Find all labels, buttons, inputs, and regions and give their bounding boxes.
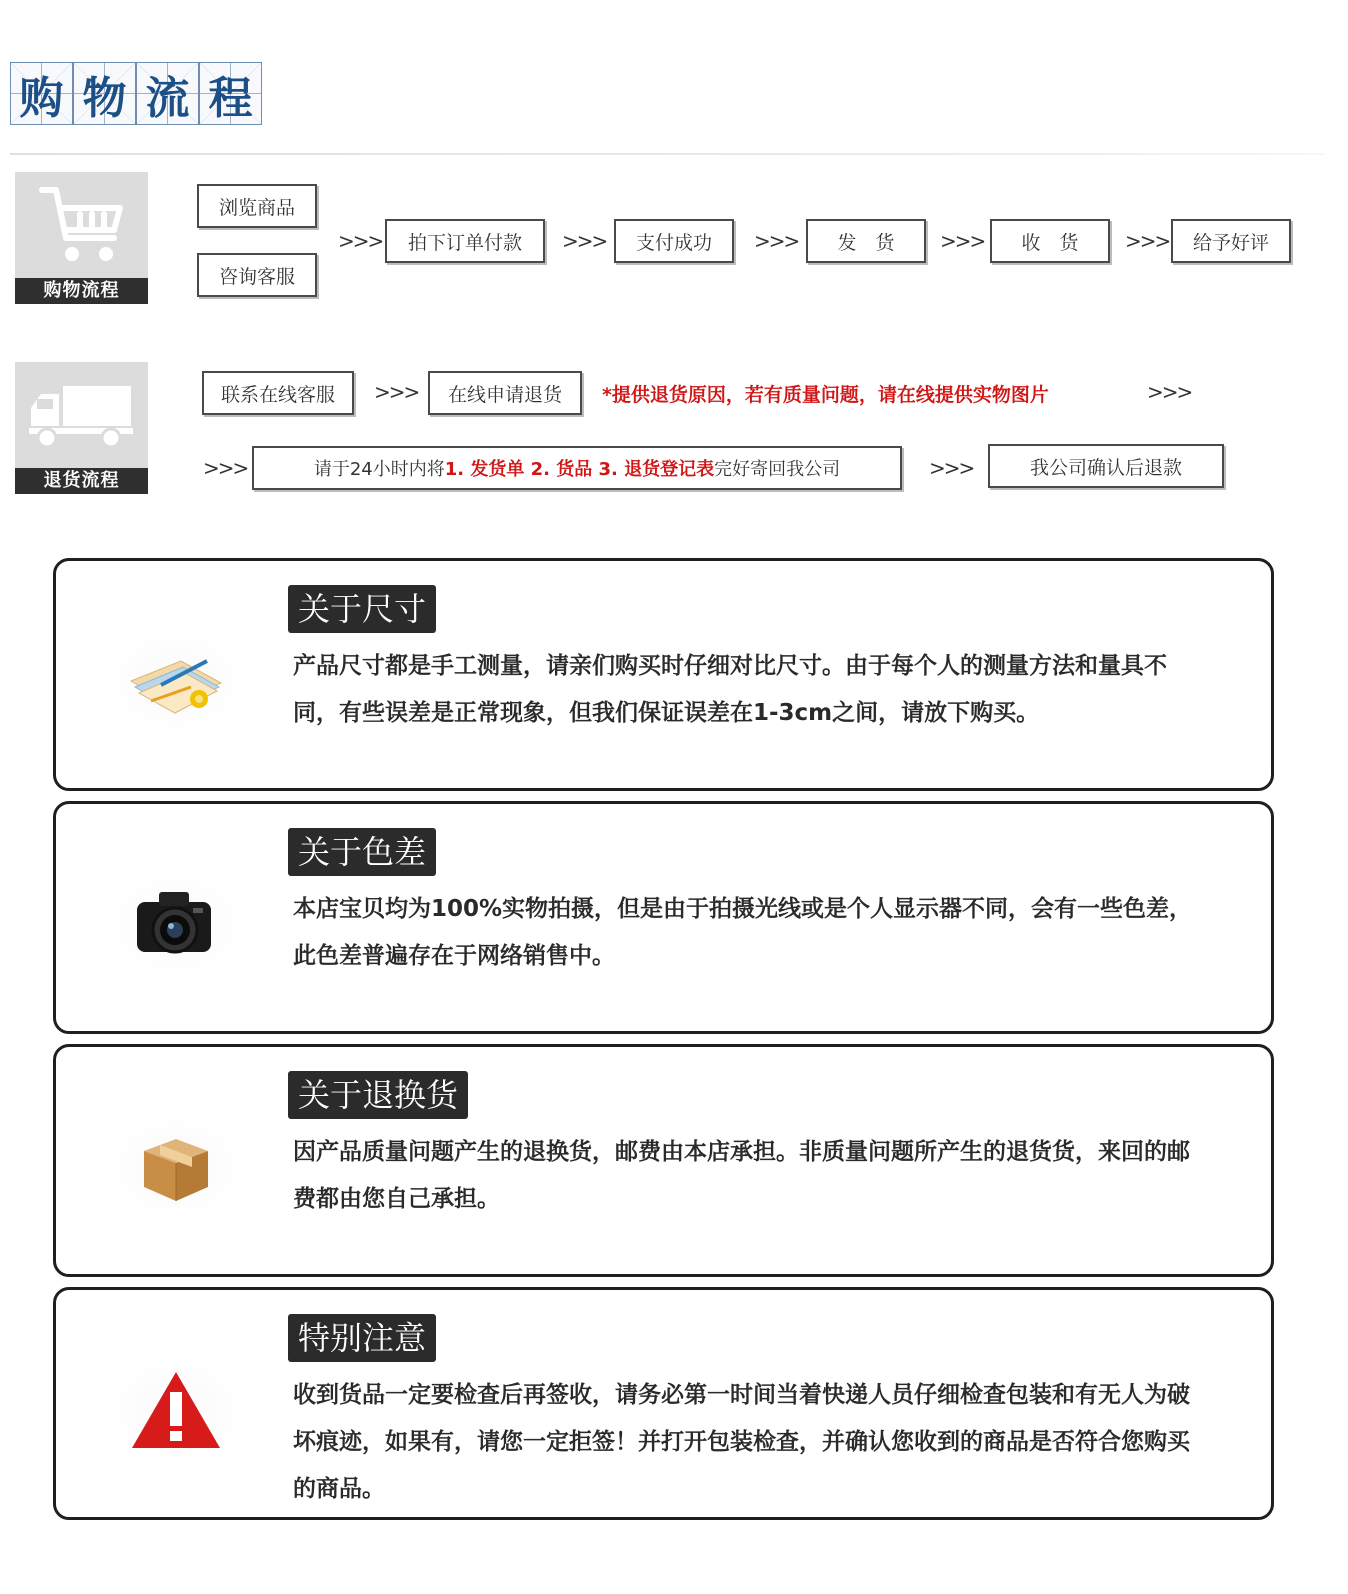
ruler-drafting-icon <box>96 621 256 741</box>
flow-arrow: >>> <box>203 456 248 480</box>
flow-arrow: >>> <box>1125 229 1170 253</box>
step-ship: 发 货 <box>806 219 926 263</box>
flow-arrow: >>> <box>562 229 607 253</box>
send-back-suffix: 完好寄回我公司 <box>714 459 841 480</box>
card-tag: 关于尺寸 <box>288 585 436 633</box>
card-notice <box>53 1287 1274 1520</box>
title-divider <box>10 153 1325 155</box>
step-apply-return: 在线申请退货 <box>428 371 582 415</box>
step-browse: 浏览商品 <box>197 184 317 228</box>
title-char: 流 <box>136 62 199 125</box>
step-receive: 收 货 <box>990 219 1110 263</box>
title-char: 物 <box>73 62 136 125</box>
truck-icon <box>15 362 148 468</box>
step-review: 给予好评 <box>1171 219 1291 263</box>
flow-arrow: >>> <box>374 380 419 404</box>
card-tag: 特别注意 <box>288 1314 436 1362</box>
warning-icon <box>96 1350 256 1470</box>
card-text: 收到货品一定要检查后再签收，请务必第一时间当着快递人员仔细检查包装和有无人为破坏痕迹，如果有，请您一定拒签！并打开包装检查，并确认您收到的商品是否符合您购买的商品。 <box>293 1382 1190 1502</box>
title-char: 购 <box>10 62 73 125</box>
flow-arrow: >>> <box>929 456 974 480</box>
page-title <box>10 62 262 125</box>
return-flow-label: 退货流程 <box>15 468 148 494</box>
card-text: 因产品质量问题产生的退换货，邮费由本店承担。非质量问题所产生的退货货，来回的邮费都由您自己承担。 <box>293 1139 1190 1212</box>
title-char: 程 <box>199 62 262 125</box>
box-icon <box>96 1107 256 1227</box>
card-color <box>53 801 1274 1034</box>
flow-arrow: >>> <box>754 229 799 253</box>
shopping-flow-label: 购物流程 <box>15 278 148 304</box>
card-return <box>53 1044 1274 1277</box>
step-contact-service: 联系在线客服 <box>202 371 354 415</box>
cart-icon <box>15 172 148 278</box>
card-tag: 关于色差 <box>288 828 436 876</box>
return-reason-note: *提供退货原因，若有质量问题，请在线提供实物图片 <box>602 384 1049 406</box>
card-text: 本店宝贝均为100%实物拍摄，但是由于拍摄光线或是个人显示器不同，会有一些色差，此色差普遍存在于网络销售中。 <box>293 896 1193 969</box>
step-refund: 我公司确认后退款 <box>988 444 1224 488</box>
return-flow-tile <box>15 362 148 494</box>
step-pay-success: 支付成功 <box>614 219 734 263</box>
flow-arrow: >>> <box>1147 380 1192 404</box>
shopping-flow-tile <box>15 172 148 304</box>
step-consult: 咨询客服 <box>197 253 317 297</box>
step-order-pay: 拍下订单付款 <box>385 219 545 263</box>
send-back-items: 1. 发货单 2. 货品 3. 退货登记表 <box>444 459 715 480</box>
flow-arrow: >>> <box>940 229 985 253</box>
card-text: 产品尺寸都是手工测量，请亲们购买时仔细对比尺寸。由于每个人的测量方法和量具不同，有些误差是正常现象，但我们保证误差在1-3cm之间，请放下购买。 <box>293 653 1167 726</box>
card-tag: 关于退换货 <box>288 1071 468 1119</box>
send-back-prefix: 请于24小时内将 <box>313 459 445 480</box>
camera-icon <box>96 864 256 984</box>
flow-arrow: >>> <box>338 229 383 253</box>
card-size <box>53 558 1274 791</box>
step-send-back <box>252 446 902 490</box>
